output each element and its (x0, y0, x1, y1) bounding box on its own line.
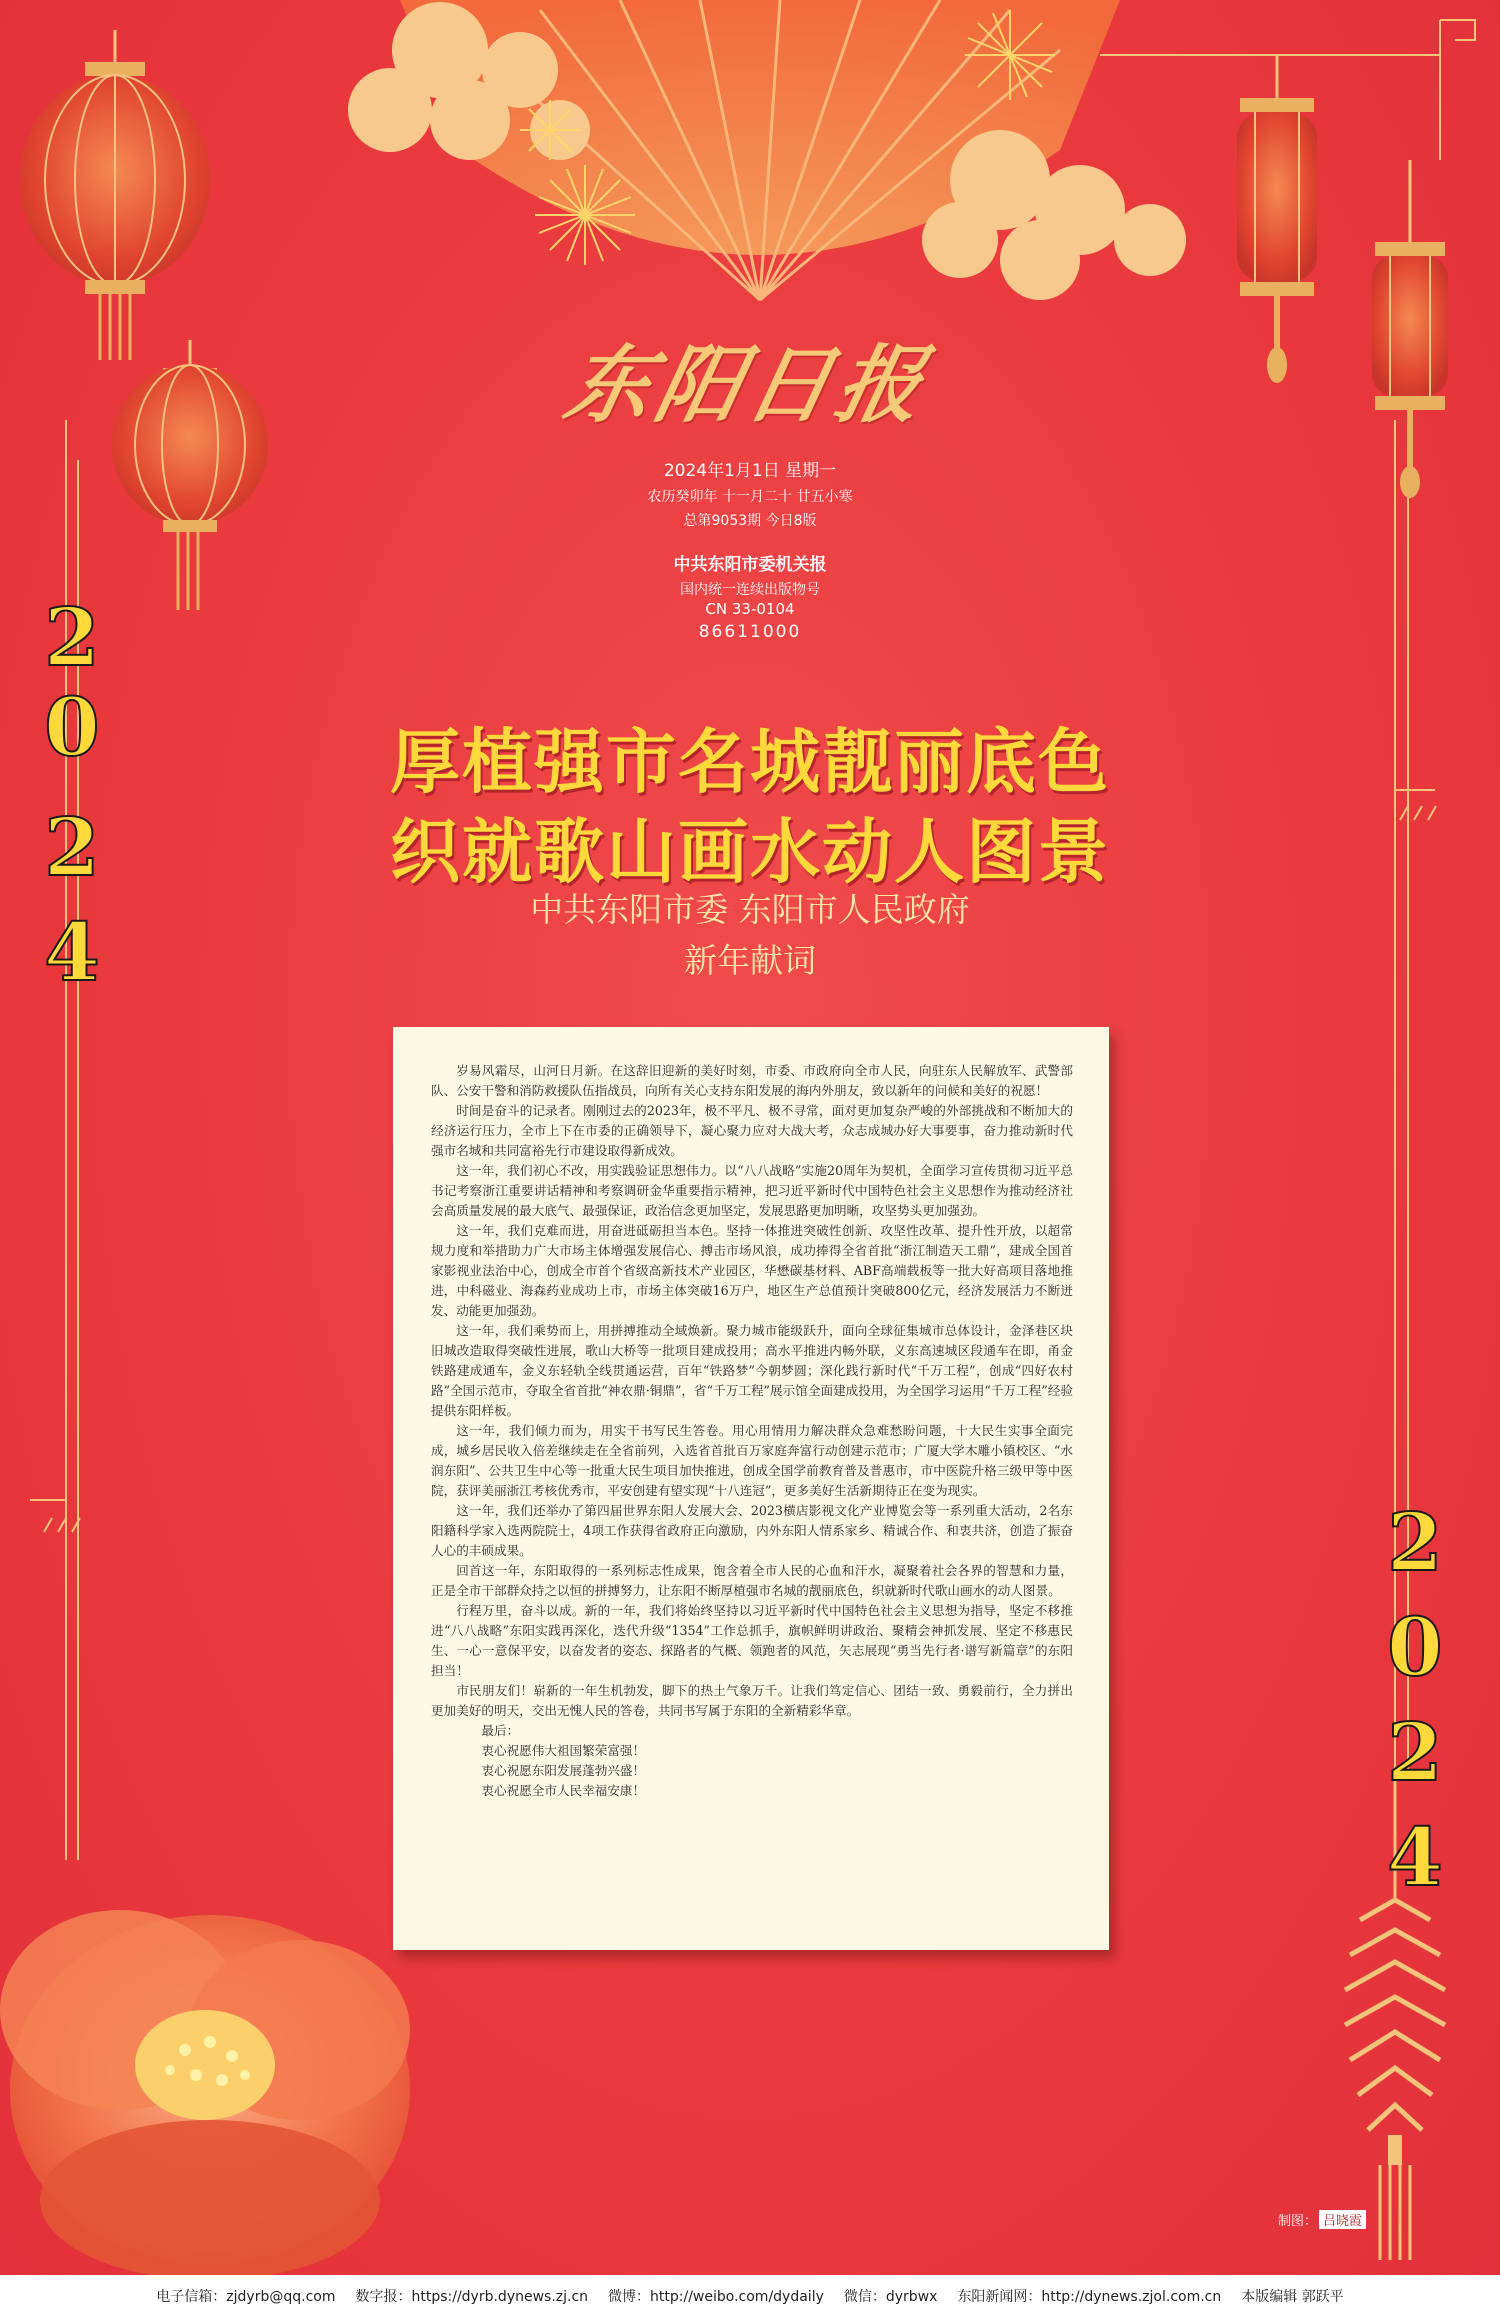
closing-line: 最后： (481, 1723, 520, 1738)
year-digit: 2 (1387, 1705, 1443, 1799)
headline-line-1: 厚植强市名城靓丽底色 (390, 721, 1110, 803)
article-paragraph: 这一年，我们初心不改，用实践验证思想伟力。以“八八战略”实施20周年为契机，全面学习宣传贯彻习近平总书记考察浙江重要讲话精神和考察调研金华重要指示精神，把习近平新时代中国特色社会主义思想作为推动经济社会高质量发展的最大底气、最强保证，政治信念更加坚定，发展思路更加明晰，攻坚势头更加强劲。 (431, 1163, 1073, 1218)
year-digit: 0 (44, 680, 100, 774)
lantern-right-bottom (1372, 160, 1448, 498)
lantern-right-top (1237, 55, 1317, 383)
footer-editor: 本版编辑 郭跃平 (1241, 2289, 1344, 2305)
year-digit: 4 (44, 905, 100, 999)
credit-label: 制图： (1278, 2214, 1318, 2229)
lantern-left-bottom (112, 340, 268, 610)
lunar-date: 农历癸卯年 十一月二十 廿五小寒 (647, 489, 853, 505)
footer-digital-edition[interactable]: 数字报：https://dyrb.dynews.zj.cn (355, 2289, 589, 2305)
publisher-organ: 中共东阳市委机关报 (673, 555, 827, 575)
footer-weibo[interactable]: 微博：http://weibo.com/dydaily (608, 2289, 824, 2305)
postal-code: 86611000 (698, 622, 802, 642)
year-digit: 2 (1387, 1495, 1443, 1589)
article-paragraph: 这一年，我们还举办了第四届世界东阳人发展大会、2023横店影视文化产业博览会等一系列重大活动，2名东阳籍科学家入选两院院士，4项工作获得省政府正向激励，内外东阳人情系家乡、精诚合作、和衷共济，创造了振奋人心的丰硕成果。 (431, 1503, 1073, 1558)
illustration-credit (1278, 2210, 1366, 2229)
year-digit: 0 (1387, 1600, 1443, 1694)
headline-byline: 中共东阳市委 东阳市人民政府 (530, 890, 970, 929)
headline-subtitle: 新年献词 (684, 941, 816, 980)
closing-line: 衷心祝愿伟大祖国繁荣富强！ (481, 1743, 646, 1758)
headline-line-2: 织就歌山画水动人图景 (390, 811, 1110, 893)
footer-wechat: 微信：dyrbwx (843, 2289, 938, 2305)
article-paragraph: 这一年，我们倾力而为，用实干书写民生答卷。用心用情用力解决群众急难愁盼问题，十大民生实事全面完成，城乡居民收入倍差继续走在全省前列，入选省首批百万家庭奔富行动创建示范市；广厦大学木雕小镇校区、“水润东阳”、公共卫生中心等一批重大民生项目加快推进，创成全国学前教育普及普惠市，市中医院升格三级甲等中医院，获评美丽浙江考核优秀市，平安创建有望实现“十八连冠”，更多美好生活新期待正在变为现实。 (431, 1423, 1073, 1498)
article-paragraph: 这一年，我们乘势而上，用拼搏推动全域焕新。聚力城市能级跃升，面向全球征集城市总体设计，金泽巷区块旧城改造取得突破性进展，歌山大桥等一批项目建成投用；高水平推进内畅外联，义东高速城区段通车在即，甬金铁路建成通车，金义东轻轨全线贯通运营，百年“铁路梦”今朝梦圆；深化践行新时代“千万工程”，创成“四好农村路”全国示范市，夺取全省首批“神农鼎·铜鼎”，省“千万工程”展示馆全面建成投用，为全国学习运用“千万工程”经验提供东阳样板。 (431, 1323, 1073, 1418)
serial-number: CN 33-0104 (705, 600, 795, 618)
serial-number-label: 国内统一连续出版物号 (680, 582, 820, 598)
year-digit: 4 (1387, 1810, 1443, 1904)
year-digit: 2 (44, 800, 100, 894)
closing-line: 衷心祝愿东阳发展蓬勃兴盛！ (481, 1763, 646, 1778)
issue-date: 2024年1月1日 星期一 (663, 461, 837, 481)
article-body (431, 1061, 1073, 1801)
article-paragraph: 行程万里，奋斗以成。新的一年，我们将始终坚持以习近平新时代中国特色社会主义思想为指导，坚定不移推进“八八战略”东阳实践再深化，迭代升级“1354”工作总抓手，旗帜鲜明讲政治、聚精会神抓发展、坚定不移惠民生、一心一意保平安，以奋发者的姿态、探路者的气概、领跑者的风范，矢志展现“勇当先行者·谱写新篇章”的东阳担当！ (431, 1603, 1073, 1678)
footer-bar (0, 2275, 1500, 2317)
year-digit: 2 (44, 590, 100, 684)
footer-email[interactable]: 电子信箱：zjdyrb@qq.com (156, 2289, 336, 2305)
article-box (393, 1027, 1109, 1950)
cloud-decoration-right (922, 130, 1186, 300)
article-paragraph: 这一年，我们克难而进，用奋进砥砺担当本色。坚持一体推进突破性创新、攻坚性改革、提升性开放，以超常规力度和举措助力广大市场主体增强发展信心、搏击市场风浪，成功捧得全省首批“浙江制造天工鼎”，建成全国首家影视业法治中心，创成全市首个省级高新技术产业园区，华懋碳基材料、ABF高端载板等一批大好高项目落地推进，中科磁业、海森药业成功上市，市场主体突破16万户，地区生产总值预计突破800亿元，经济发展活力不断迸发、动能更加强劲。 (431, 1223, 1073, 1318)
closing-line: 衷心祝愿全市人民幸福安康！ (481, 1783, 646, 1798)
issue-number: 总第9053期 今日8版 (683, 513, 817, 529)
article-paragraph: 时间是奋斗的记录者。刚刚过去的2023年，极不平凡、极不寻常，面对更加复杂严峻的外部挑战和不断加大的经济运行压力，全市上下在市委的正确领导下，凝心聚力应对大战大考，众志成城办好大事要事，奋力推动新时代强市名城和共同富裕先行市建设取得新成效。 (431, 1103, 1073, 1158)
masthead-logo: 东阳日报 (557, 335, 939, 434)
lantern-left-top (20, 30, 210, 360)
peony-decoration (0, 1910, 410, 2275)
article-paragraph: 市民朋友们！崭新的一年生机勃发，脚下的热土气象万千。让我们笃定信心、团结一致、勇毅前行，全力拼出更加美好的明天，交出无愧人民的答卷，共同书写属于东阳的全新精彩华章。 (431, 1683, 1073, 1718)
article-paragraph: 回首这一年，东阳取得的一系列标志性成果，饱含着全市人民的心血和汗水，凝聚着社会各界的智慧和力量，正是全市干部群众持之以恒的拼搏努力，让东阳不断厚植强市名城的靓丽底色，织就新时代歌山画水的动人图景。 (431, 1563, 1073, 1598)
article-paragraph: 岁易风霜尽，山河日月新。在这辞旧迎新的美好时刻，市委、市政府向全市人民，向驻东人民解放军、武警部队、公安干警和消防救援队伍指战员，向所有关心支持东阳发展的海内外朋友，致以新年的问候和美好的祝愿！ (431, 1063, 1073, 1098)
credit-name: 吕晓霞 (1319, 2210, 1366, 2229)
footer-news-site[interactable]: 东阳新闻网：http://dynews.zjol.com.cn (957, 2289, 1222, 2305)
